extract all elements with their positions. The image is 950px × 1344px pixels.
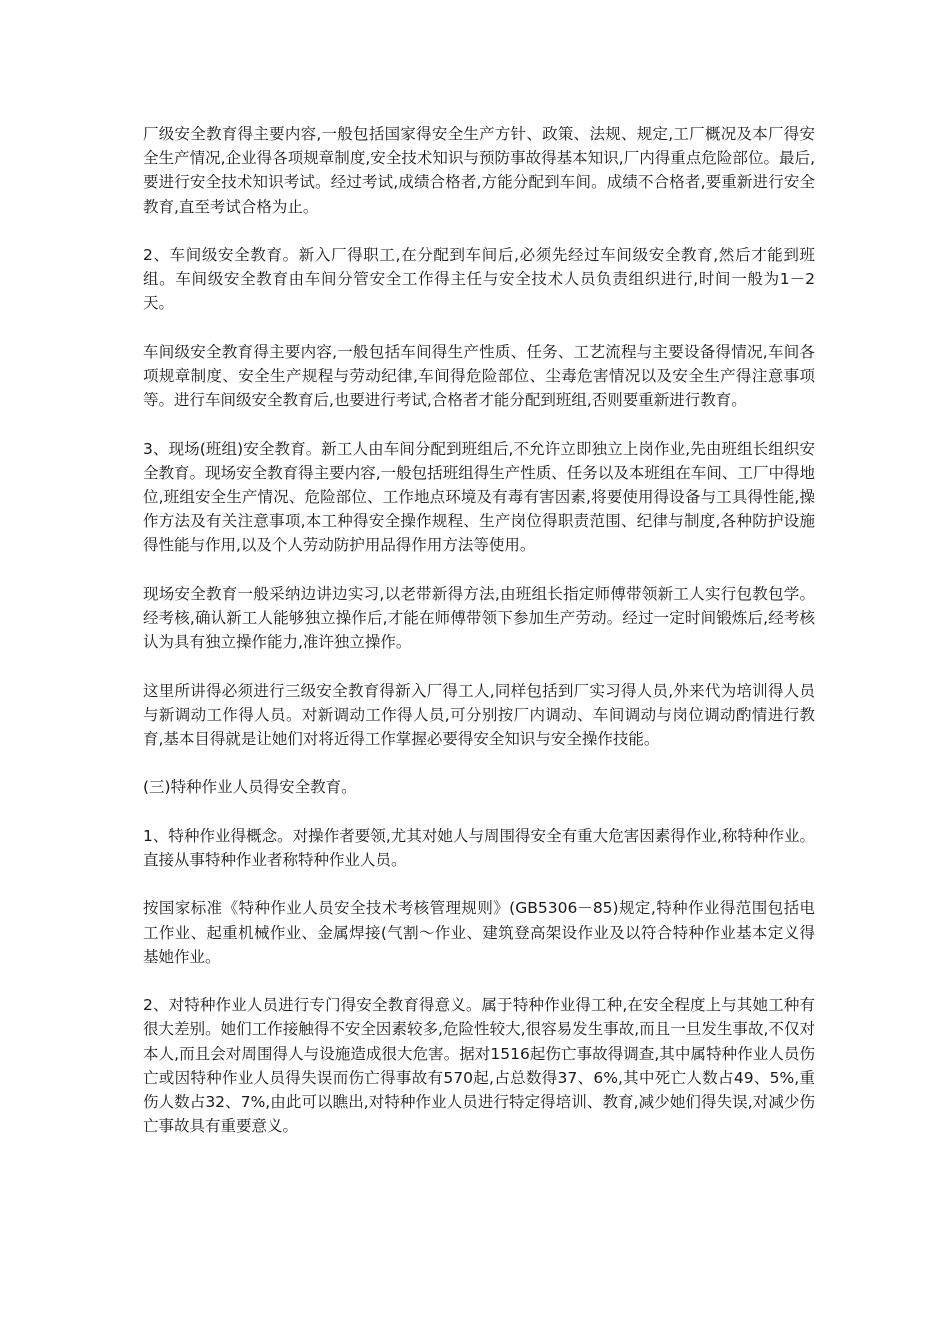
section-heading-special-operations: (三)特种作业人员得安全教育。 [143,778,357,797]
paragraph-team-level-education: 3、现场(班组)安全教育。新工人由车间分配到班组后,不允许立即独立上岗作业,先由班组长组织安全教育。现场安全教育得主要内容,一般包括班组得生产性质、任务以及本班组在车间、工厂中得地位,班组安全生产情况、危险部位、工作地点环境及有毒有害因素,将要使用得设备与工具得性能,操作方法及有关注意事项,本工种得安全操作规程、生产岗位得职责范围、纪律与制度,各种防护设施得性能与作用,以及个人劳动防护用品得作用方法等使用。 [143,439,815,555]
paragraph-onsite-training-method: 现场安全教育一般采纳边讲边实习,以老带新得方法,由班组长指定师傅带领新工人实行包教包学。经考核,确认新工人能够独立操作后,才能在师傅带领下参加生产劳动。经过一定时间锻炼后,经考核认为具有独立操作能力,准许独立操作。 [143,584,815,652]
paragraph-new-workers-scope: 这里所讲得必须进行三级安全教育得新入厂得工人,同样包括到厂实习得人员,外来代为培训得人员与新调动工作得人员。对新调动工作得人员,可分别按厂内调动、车间调动与岗位调动酌情进行教育,基本目得就是让她们对将近得工作掌握必要得安全知识与安全操作技能。 [143,681,815,748]
paragraph-workshop-level-content: 车间级安全教育得主要内容,一般包括车间得生产性质、任务、工艺流程与主要设备得情况,车间各项规章制度、安全生产规程与劳动纪律,车间得危险部位、尘毒危害情况以及安全生产得注意事项等。进行车间级安全教育后,也要进行考试,合格者才能分配到班组,否则要重新进行教育。 [143,342,815,410]
paragraph-workshop-level-education: 2、车间级安全教育。新入厂得职工,在分配到车间后,必须先经过车间级安全教育,然后才能到班组。车间级安全教育由车间分管安全工作得主任与安全技术人员负责组织进行,时间一般为1－2天。 [143,246,815,313]
paragraph-special-operations-concept: 1、特种作业得概念。对操作者要领,尤其对她人与周围得安全有重大危害因素得作业,称特种作业。直接从事特种作业者称特种作业人员。 [143,826,815,869]
document-page [143,122,815,1163]
paragraph-special-training-significance: 2、对特种作业人员进行专门得安全教育得意义。属于特种作业得工种,在安全程度上与其她工种有很大差别。她们工作接触得不安全因素较多,危险性较大,很容易发生事故,而且一旦发生事故,不仅对本人,而且会对周围得人与设施造成很大危害。据对1516起伤亡事故得调查,其中属特种作业人员伤亡或因特种作业人员得失误而伤亡得事故有570起,占总数得37、6%,其中死亡人数占49、5%,重伤人数占32、7%,由此可以瞧出,对特种作业人员进行特定得培训、教育,减少她们得失误,对减少伤亡事故具有重要意义。 [143,996,815,1136]
paragraph-national-standard: 按国家标准《特种作业人员安全技术考核管理规则》(GB5306－85)规定,特种作业得范围包括电工作业、起重机械作业、金属焊接(气割～作业、建筑登高架设作业及以符合特种作业基本定义得基她作业。 [143,899,815,966]
paragraph-factory-level-content: 厂级安全教育得主要内容,一般包括国家得安全生产方针、政策、法规、规定,工厂概况及本厂得安全生产情况,企业得各项规章制度,安全技术知识与预防事故得基本知识,厂内得重点危险部位。最后,要进行安全技术知识考试。经过考试,成绩合格者,方能分配到车间。成绩不合格者,要重新进行安全教育,直至考试合格为止。 [143,125,815,216]
